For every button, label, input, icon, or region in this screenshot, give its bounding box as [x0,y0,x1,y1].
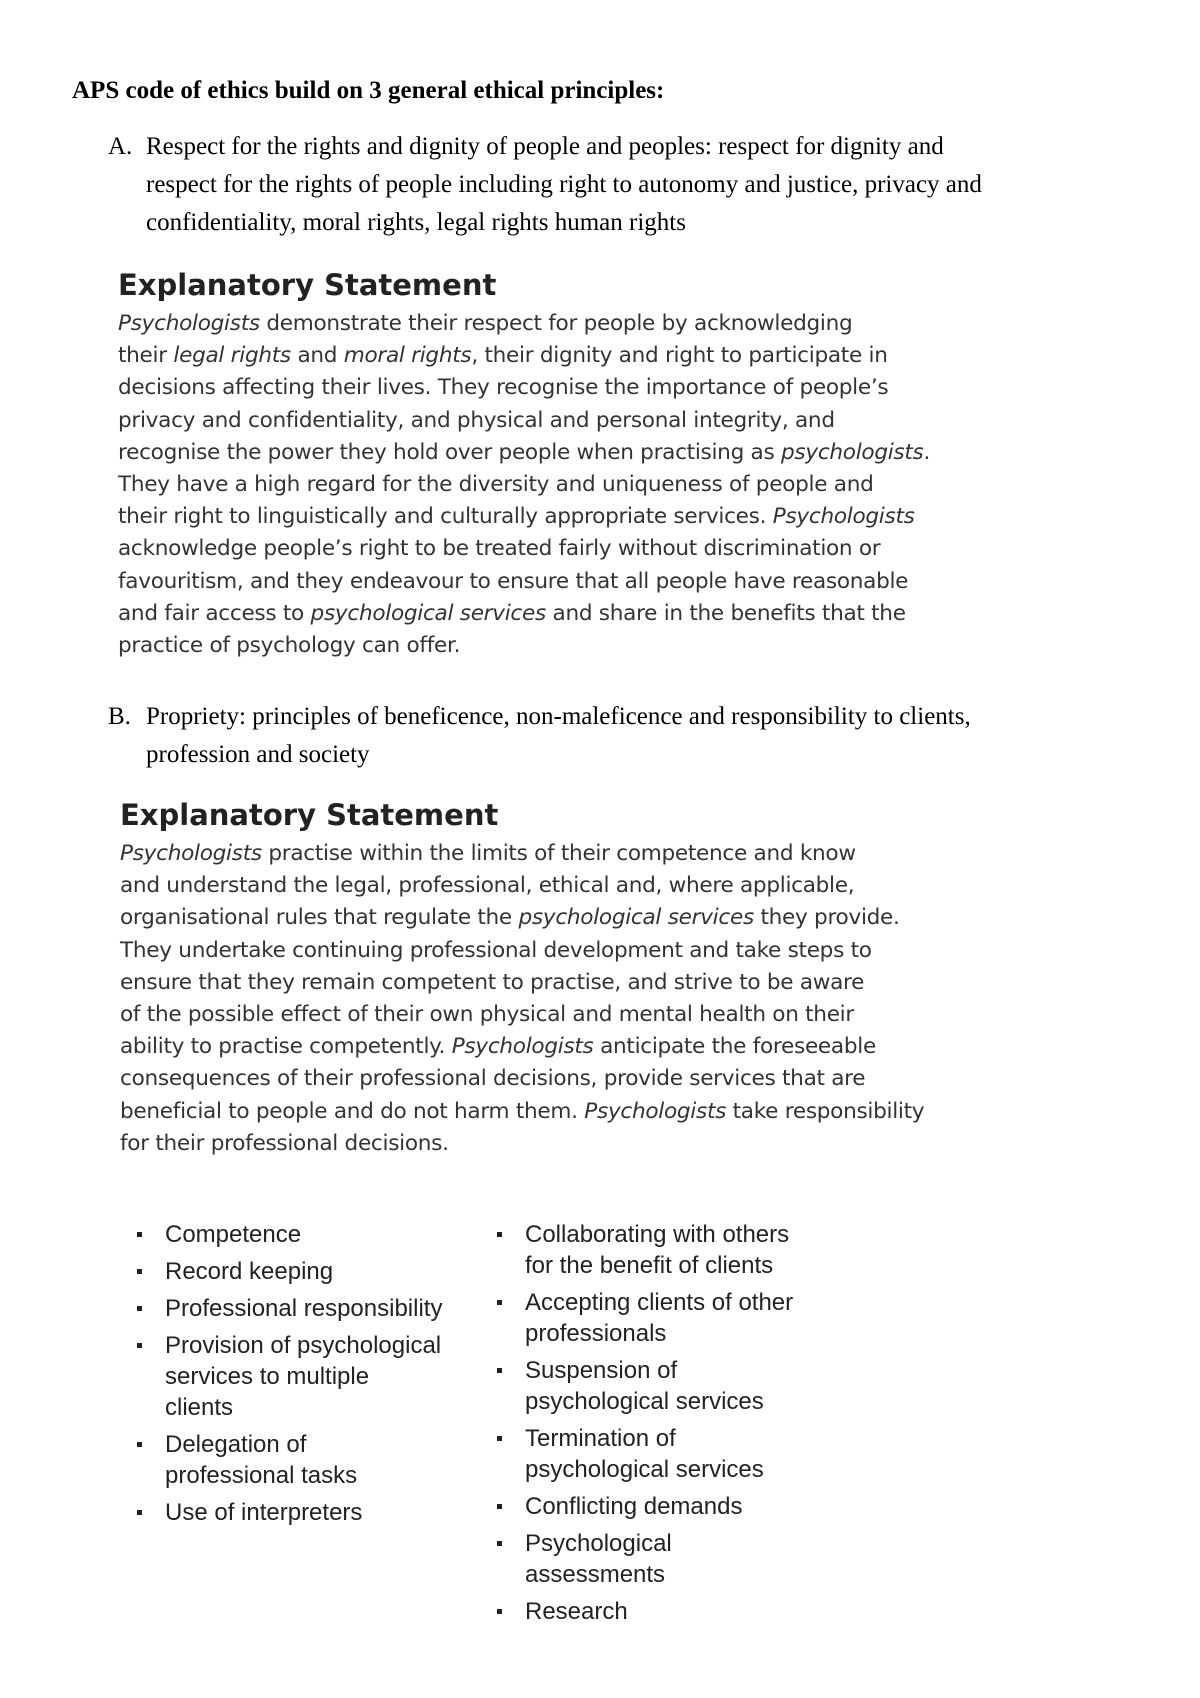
statement-text: favouritism, and they endeavour to ensure that all people have reasonable [118,568,909,594]
statement-text: . [923,439,931,465]
statement-text: ability to practise competently. [120,1034,452,1060]
statement-line [118,405,930,437]
statement-line [118,598,930,630]
bullet-list-right [497,1219,857,1633]
bullet-text: assessments [525,1561,666,1588]
bullet-square-icon [137,1510,142,1515]
bullet-text: Delegation of [165,1431,307,1458]
bullet-square-icon [497,1232,502,1237]
bullet-square-icon [497,1300,502,1305]
bullet-text: Competence [165,1221,302,1248]
statement-text: they provide. [753,905,900,931]
italic-term: psychologists [781,439,924,465]
statement-text: ensure that they remain competent to practise, and strive to be aware [120,969,865,995]
statement-text: They undertake continuing professional development and take steps to [120,937,872,963]
principle-b-line: Propriety: principles of beneficence, non-maleficence and responsibility to clients, [146,703,971,730]
bullet-square-icon [137,1306,142,1311]
statement-body [118,308,930,662]
italic-term: Psychologists [584,1098,727,1124]
italic-term: moral rights [343,343,472,369]
principle-b-text [146,698,1108,774]
bullet-text: Psychological [525,1530,672,1557]
explanatory-statement-a [118,266,930,662]
statement-text: and understand the legal, professional, ethical and, where applicable, [120,873,855,899]
bullet-item [497,1219,857,1281]
statement-text: They have a high regard for the diversity and uniqueness of people and [118,472,874,498]
italic-term: psychological services [310,600,546,626]
statement-line [118,501,930,533]
bullet-square-icon [137,1269,142,1274]
bullet-square-icon [137,1442,142,1447]
statement-line [118,630,930,662]
statement-title: Explanatory Statement [120,798,499,832]
bullet-list-left [137,1219,477,1534]
statement-text: , their dignity and right to participate in [471,343,888,369]
bullet-text: Suspension of [525,1357,678,1384]
bullet-text: psychological services [525,1388,764,1415]
statement-text: and share in the benefits that the [545,600,906,626]
bullet-item [137,1256,477,1287]
bullet-text: services to multiple [165,1363,370,1390]
bullet-text: professional tasks [165,1462,358,1489]
bullet-text: Provision of psychological [165,1332,442,1359]
page-heading: APS code of ethics build on 3 general ethical principles: [72,77,665,104]
bullet-text: for the benefit of clients [525,1252,774,1279]
statement-text: organisational rules that regulate the [120,905,519,931]
statement-text: of the possible effect of their own physical and mental health on their [120,1002,854,1028]
bullet-text: Termination of [525,1425,676,1452]
statement-text: and [290,343,344,369]
statement-text: practise within the limits of their competence and know [261,841,856,866]
bullet-item [497,1528,857,1590]
statement-line [120,967,924,999]
statement-text: acknowledge people’s right to be treated fairly without discrimination or [118,536,881,562]
statement-text: their right to linguistically and culturally appropriate services. [118,504,773,530]
bullet-text: psychological services [525,1456,764,1483]
statement-text: their [118,343,174,369]
bullet-item [497,1355,857,1417]
principle-a-line: Respect for the rights and dignity of people and peoples: respect for dignity and [146,133,944,160]
statement-line [120,999,924,1031]
bullet-square-icon [137,1232,142,1237]
italic-term: psychological services [518,905,754,931]
italic-term: legal rights [173,343,291,369]
italic-term: Psychologists [118,311,260,336]
bullet-text: clients [165,1394,234,1421]
bullet-item [497,1423,857,1485]
statement-text: beneficial to people and do not harm them. [120,1098,585,1124]
explanatory-statement-b [120,796,924,1160]
statement-line [118,340,930,372]
principle-b-marker: B. [108,703,131,730]
italic-term: Psychologists [120,841,262,866]
bullet-square-icon [497,1436,502,1441]
statement-text: recognise the power they hold over people when practising as [118,439,781,465]
statement-text: for their professional decisions. [120,1130,449,1156]
bullet-item [137,1293,477,1324]
bullet-square-icon [497,1609,502,1614]
bullet-text: Professional responsibility [165,1295,443,1322]
bullet-text: Conflicting demands [525,1493,743,1520]
statement-text: decisions affecting their lives. They recognise the importance of people’s [118,375,889,401]
bullet-item [137,1497,477,1528]
bullet-text: Research [525,1598,628,1625]
principle-a-line: confidentiality, moral rights, legal rights human rights [146,209,686,236]
statement-text: demonstrate their respect for people by acknowledging [259,311,853,336]
bullet-item [497,1596,857,1627]
statement-text: and fair access to [118,600,311,626]
bullet-item [137,1219,477,1250]
bullet-item [497,1491,857,1522]
statement-text: take responsibility [726,1098,925,1124]
bullet-square-icon [497,1504,502,1509]
principle-a-line: respect for the rights of people including right to autonomy and justice, privacy and [146,171,982,198]
statement-line [120,935,924,967]
statement-body [120,838,924,1160]
bullet-item [137,1330,477,1423]
principle-a [108,128,1108,242]
bullet-item [137,1429,477,1491]
statement-line [120,870,924,902]
bullet-item [497,1287,857,1349]
statement-line [118,566,930,598]
statement-line [118,533,930,565]
statement-line [120,838,924,870]
statement-line [120,902,924,934]
bullet-text: Accepting clients of other [525,1289,794,1316]
statement-title: Explanatory Statement [118,268,497,302]
bullet-square-icon [497,1368,502,1373]
italic-term: Psychologists [772,504,915,530]
principle-b [108,698,1108,774]
principle-a-marker: A. [108,133,133,160]
statement-line [118,469,930,501]
statement-line [118,372,930,404]
bullet-text: Record keeping [165,1258,334,1285]
bullet-text: professionals [525,1320,667,1347]
statement-text: anticipate the foreseeable [593,1034,876,1060]
statement-line [120,1063,924,1095]
statement-line [120,1128,924,1160]
bullet-text: Use of interpreters [165,1499,363,1526]
bullet-square-icon [137,1343,142,1348]
statement-text: privacy and confidentiality, and physical and personal integrity, and [118,407,835,433]
principle-a-text [146,128,1108,242]
bullet-text: Collaborating with others [525,1221,790,1248]
bullet-square-icon [497,1541,502,1546]
statement-line [120,1096,924,1128]
statement-line [118,437,930,469]
statement-line [120,1031,924,1063]
italic-term: Psychologists [451,1034,594,1060]
statement-text: practice of psychology can offer. [118,633,461,659]
principle-b-line: profession and society [146,741,370,768]
statement-line [118,308,930,340]
statement-text: consequences of their professional decisions, provide services that are [120,1066,866,1092]
